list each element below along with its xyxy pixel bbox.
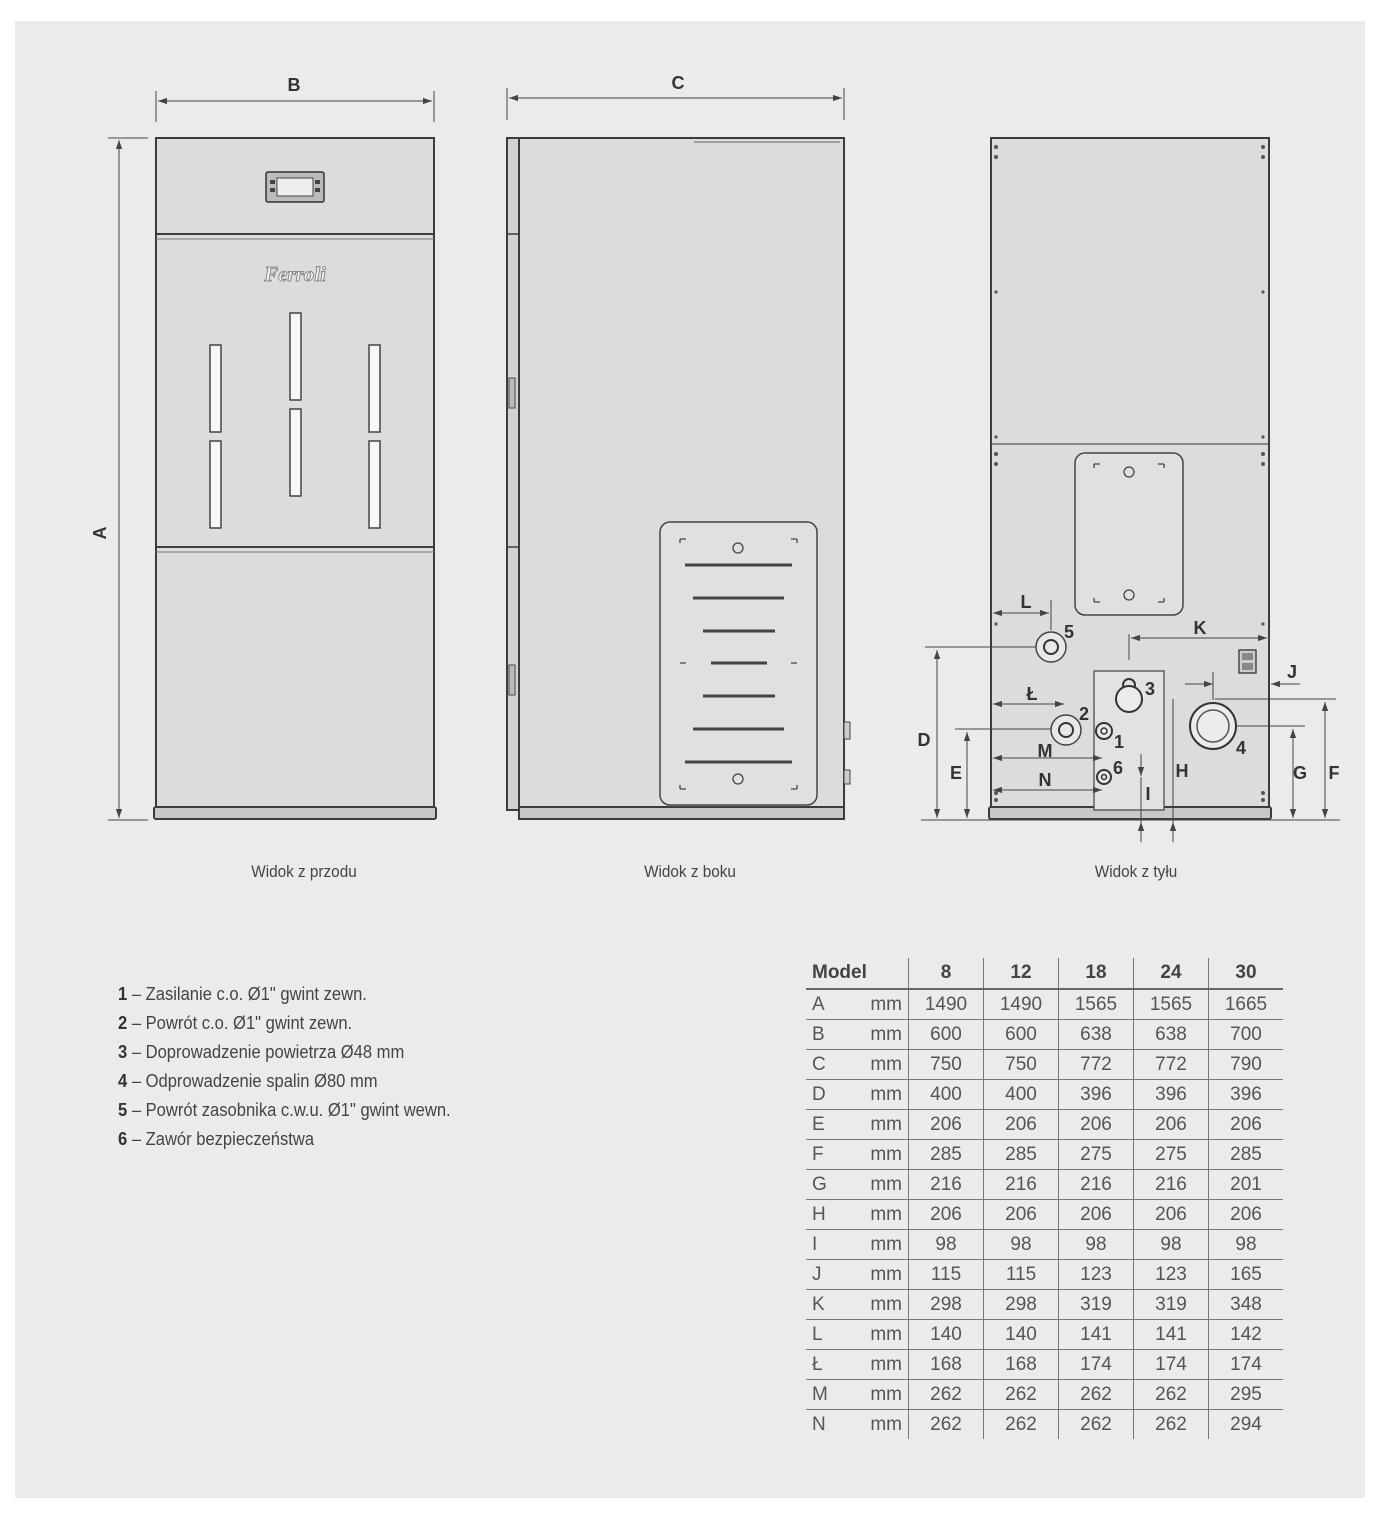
row-unit: mm [858, 1290, 909, 1320]
ferroli-logo: Ferroli [264, 262, 326, 286]
row-value: 98 [1134, 1230, 1209, 1260]
row-value: 206 [1059, 1200, 1134, 1230]
dim-label-l-stroke: Ł [1026, 684, 1038, 704]
row-unit: mm [858, 1200, 909, 1230]
row-value: 98 [1059, 1230, 1134, 1260]
rear-view [918, 138, 1341, 842]
table-row [806, 1140, 1283, 1170]
row-value: 262 [1134, 1380, 1209, 1410]
row-value: 262 [1059, 1410, 1134, 1440]
row-value: 262 [984, 1380, 1059, 1410]
row-value: 216 [1059, 1170, 1134, 1200]
row-value: 168 [984, 1350, 1059, 1380]
row-value: 123 [1059, 1260, 1134, 1290]
table-row [806, 1380, 1283, 1410]
row-value: 201 [1209, 1170, 1284, 1200]
row-value: 174 [1134, 1350, 1209, 1380]
dim-label-c: C [671, 73, 685, 93]
row-value: 700 [1209, 1020, 1284, 1050]
connection-4 [1190, 703, 1236, 749]
row-value: 600 [909, 1020, 984, 1050]
table-row [806, 989, 1283, 1020]
table-row [806, 1050, 1283, 1080]
legend-item: 4 – Odprowadzenie spalin Ø80 mm [118, 1071, 378, 1091]
row-value: 98 [1209, 1230, 1284, 1260]
dim-label-n: N [1038, 770, 1052, 790]
row-value: 772 [1134, 1050, 1209, 1080]
row-dimension: N [812, 1413, 826, 1435]
dim-label-b: B [287, 75, 301, 95]
legend-item: 2 – Powrót c.o. Ø1" gwint zewn. [118, 1013, 353, 1033]
row-value: 141 [1134, 1320, 1209, 1350]
row-value: 262 [909, 1410, 984, 1440]
row-value: 206 [984, 1200, 1059, 1230]
row-dimension: I [806, 1230, 858, 1260]
row-unit: mm [858, 1140, 909, 1170]
dim-label-f: F [1328, 763, 1340, 783]
row-value: 285 [1209, 1140, 1284, 1170]
dim-label-a: A [90, 526, 110, 540]
row-value: 98 [984, 1230, 1059, 1260]
row-value: 275 [1134, 1140, 1209, 1170]
row-dimension: Ł [806, 1350, 858, 1380]
legend-item: 1 – Zasilanie c.o. Ø1" gwint zewn. [118, 984, 367, 1004]
table-header-row [806, 958, 1283, 989]
row-dimension: A [806, 989, 858, 1020]
rear-switch-icon [1239, 650, 1256, 673]
row-dimension: D [806, 1080, 858, 1110]
row-unit: mm [858, 1170, 909, 1200]
table-row [806, 1110, 1283, 1140]
row-value: 168 [909, 1350, 984, 1380]
row-dimension: F [806, 1140, 858, 1170]
header-model: Model [806, 958, 909, 989]
row-unit: mm [858, 1230, 909, 1260]
connection-2 [1051, 715, 1081, 745]
side-view [507, 73, 850, 819]
row-value: 115 [909, 1260, 984, 1290]
table-row [806, 1290, 1283, 1320]
row-value: 142 [1209, 1320, 1284, 1350]
row-value: 174 [1209, 1350, 1284, 1380]
row-value: 396 [1209, 1080, 1284, 1110]
row-value: 319 [1059, 1290, 1134, 1320]
row-value: 140 [909, 1320, 984, 1350]
row-value: 206 [1209, 1110, 1284, 1140]
row-value: 141 [1059, 1320, 1134, 1350]
row-value: 206 [984, 1110, 1059, 1140]
connections-legend [118, 980, 480, 1154]
row-unit: mm [858, 1380, 909, 1410]
connection-1 [1096, 723, 1112, 739]
row-dimension: B [806, 1020, 858, 1050]
control-display-icon [266, 172, 324, 202]
header-model-12: 12 [984, 958, 1059, 989]
row-value: 1665 [1209, 989, 1284, 1020]
row-dimension: M [806, 1380, 858, 1410]
row-value: 216 [984, 1170, 1059, 1200]
row-unit: mm [858, 1050, 909, 1080]
row-value: 216 [1134, 1170, 1209, 1200]
front-view [90, 75, 436, 820]
row-value: 115 [984, 1260, 1059, 1290]
row-dimension: H [806, 1200, 858, 1230]
table-row [806, 1170, 1283, 1200]
dim-label-i: I [1145, 784, 1151, 804]
header-model-8: 8 [909, 958, 984, 989]
row-value: 216 [909, 1170, 984, 1200]
side-service-panel [660, 522, 817, 805]
marker-1: 1 [1113, 732, 1125, 752]
row-value: 348 [1209, 1290, 1284, 1320]
marker-3: 3 [1144, 679, 1156, 699]
header-model-18: 18 [1059, 958, 1134, 989]
table-row [806, 1080, 1283, 1110]
marker-5: 5 [1063, 622, 1075, 642]
dim-label-j: J [1286, 662, 1298, 682]
connection-6 [1097, 770, 1111, 784]
row-dimension: L [806, 1320, 858, 1350]
row-value: 206 [909, 1200, 984, 1230]
dim-label-k: K [1193, 618, 1207, 638]
row-value: 123 [1134, 1260, 1209, 1290]
row-value: 262 [909, 1380, 984, 1410]
row-value: 1490 [909, 989, 984, 1020]
row-unit: mm [858, 1350, 909, 1380]
caption-rear: Widok z tyłu [1094, 862, 1178, 881]
row-value: 1565 [1059, 989, 1134, 1020]
marker-2: 2 [1078, 704, 1090, 724]
row-value: 400 [909, 1080, 984, 1110]
table-row [806, 1320, 1283, 1350]
row-value: 298 [909, 1290, 984, 1320]
row-unit: mm [858, 1080, 909, 1110]
row-value: 275 [1059, 1140, 1134, 1170]
dim-label-h: H [1175, 761, 1189, 781]
row-value: 400 [984, 1080, 1059, 1110]
row-value: 638 [1059, 1020, 1134, 1050]
row-value: 262 [1059, 1380, 1134, 1410]
row-value: 140 [984, 1320, 1059, 1350]
row-value: 174 [1059, 1350, 1134, 1380]
row-value: 750 [909, 1050, 984, 1080]
row-dimension: J [806, 1260, 858, 1290]
row-value: 600 [984, 1020, 1059, 1050]
row-value: 285 [909, 1140, 984, 1170]
dim-label-e: E [949, 763, 963, 783]
table-row [806, 1410, 1283, 1440]
row-value: 285 [984, 1140, 1059, 1170]
dim-label-g: G [1292, 763, 1308, 783]
dim-label-m: M [1037, 741, 1053, 761]
caption-side: Widok z boku [644, 862, 736, 881]
legend-item: 6 – Zawór bezpieczeństwa [118, 1129, 315, 1149]
dimensions-table [806, 958, 1283, 1439]
row-unit: mm [858, 1020, 909, 1050]
dim-label-l: L [1020, 592, 1032, 612]
legend-item: 5 – Powrót zasobnika c.w.u. Ø1" gwint wewn. [118, 1100, 451, 1120]
row-value: 98 [909, 1230, 984, 1260]
row-value: 319 [1134, 1290, 1209, 1320]
row-value: 294 [1209, 1410, 1284, 1440]
row-value: 1490 [984, 989, 1059, 1020]
row-value: 165 [1209, 1260, 1284, 1290]
row-value: 295 [1209, 1380, 1284, 1410]
row-value: 750 [984, 1050, 1059, 1080]
row-value: 638 [1134, 1020, 1209, 1050]
table-row [806, 1350, 1283, 1380]
row-unit: mm [870, 1413, 902, 1435]
marker-6: 6 [1112, 758, 1124, 778]
row-dimension: G [806, 1170, 858, 1200]
rear-access-panel [1075, 453, 1183, 615]
row-unit: mm [858, 1260, 909, 1290]
row-value: 206 [1059, 1110, 1134, 1140]
header-model-24: 24 [1134, 958, 1209, 989]
dim-label-d: D [917, 730, 931, 750]
row-value: 396 [1134, 1080, 1209, 1110]
table-row [806, 1020, 1283, 1050]
row-value: 396 [1059, 1080, 1134, 1110]
row-dimension: C [806, 1050, 858, 1080]
caption-front: Widok z przodu [251, 862, 357, 881]
row-value: 790 [1209, 1050, 1284, 1080]
row-unit: mm [858, 989, 909, 1020]
table-row [806, 1200, 1283, 1230]
marker-4: 4 [1235, 738, 1247, 758]
table-row [806, 1260, 1283, 1290]
legend-item: 3 – Doprowadzenie powietrza Ø48 mm [118, 1042, 405, 1062]
row-value: 1565 [1134, 989, 1209, 1020]
row-value: 206 [909, 1110, 984, 1140]
row-value: 206 [1209, 1200, 1284, 1230]
connection-5 [1036, 632, 1066, 662]
row-value: 298 [984, 1290, 1059, 1320]
row-value: 772 [1059, 1050, 1134, 1080]
row-value: 206 [1134, 1200, 1209, 1230]
row-value: 262 [1134, 1410, 1209, 1440]
row-value: 206 [1134, 1110, 1209, 1140]
row-value: 262 [984, 1410, 1059, 1440]
row-dimension: E [806, 1110, 858, 1140]
header-model-30: 30 [1209, 958, 1284, 989]
row-unit: mm [858, 1110, 909, 1140]
row-dimension: K [806, 1290, 858, 1320]
row-unit: mm [858, 1320, 909, 1350]
table-row [806, 1230, 1283, 1260]
